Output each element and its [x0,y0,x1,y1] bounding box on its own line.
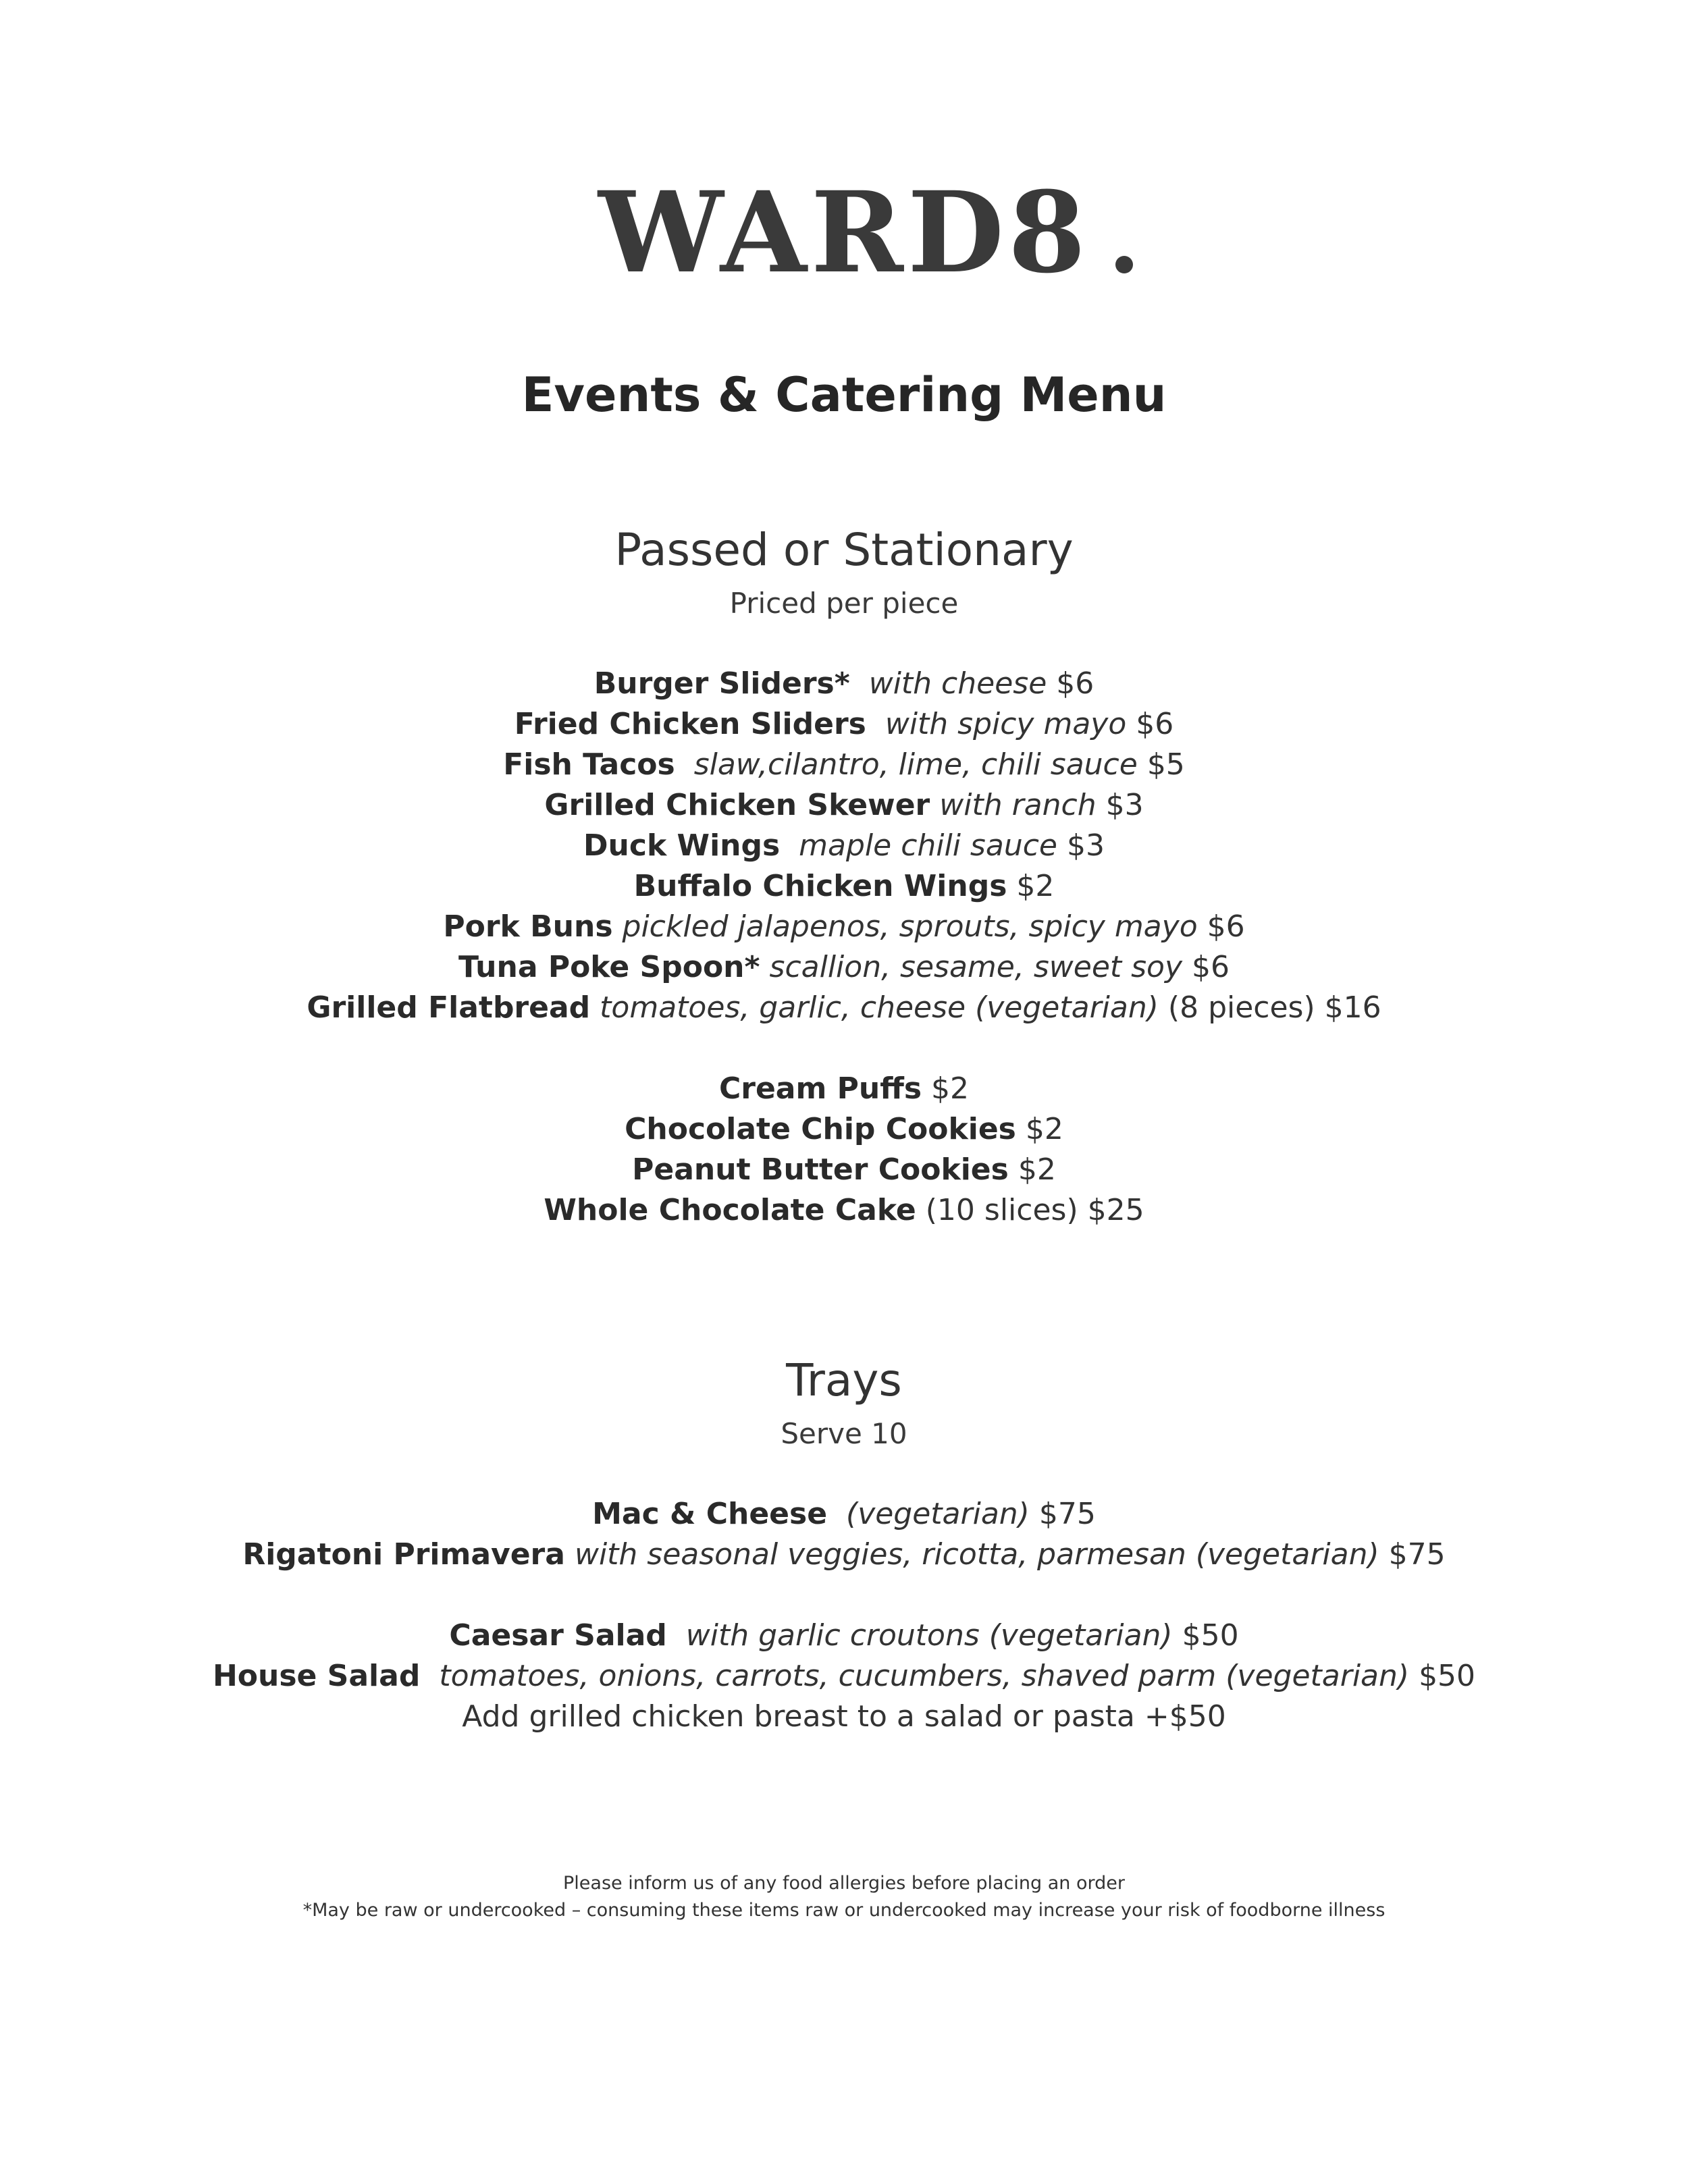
item-price: $5 [1146,747,1185,782]
menu-item [0,745,1688,785]
ward8-logo [0,177,1688,292]
item-price: $6 [1207,909,1245,944]
item-name: Rigatoni Primavera [242,1537,565,1572]
raw-food-disclaimer: *May be raw or undercooked – consuming these items raw or undercooked may increase your risk of foodborne illness [302,1900,1386,1921]
allergy-note: Please inform us of any food allergies before placing an order [563,1873,1125,1894]
item-price: $2 [931,1071,970,1106]
item-desc: with spicy mayo [885,707,1127,741]
item-desc: with seasonal veggies, ricotta, parmesan (vegetarian) [574,1537,1379,1572]
menu-item [0,785,1688,826]
menu-item [0,947,1688,988]
item-name: Pork Buns [443,909,613,944]
item-name: House Salad [212,1659,421,1693]
menu-item [0,664,1688,704]
menu-item [0,1535,1688,1575]
item-desc: pickled jalapenos, sprouts, spicy mayo [622,909,1198,944]
svg-text:WARD8: WARD8 [598,177,1090,292]
dessert-item [0,1109,1688,1150]
menu-item [0,907,1688,947]
menu-item [0,826,1688,866]
item-price: (10 slices) $25 [925,1193,1144,1227]
menu-item [0,988,1688,1028]
item-name: Tuna Poke Spoon* [458,950,760,984]
page-title: Events & Catering Menu [521,367,1167,423]
menu-item [0,866,1688,907]
item-desc: scallion, sesame, sweet soy [769,950,1183,984]
menu-item [0,1494,1688,1535]
item-price: $6 [1136,707,1174,741]
addon-note: Add grilled chicken breast to a salad or pasta +$50 [462,1699,1226,1734]
item-name: Buffalo Chicken Wings [633,869,1007,903]
item-price: $50 [1419,1659,1476,1693]
logo-artwork [513,177,1175,292]
item-desc: tomatoes, onions, carrots, cucumbers, shaved parm (vegetarian) [439,1659,1410,1693]
item-price: $2 [1018,1152,1056,1187]
item-desc: with ranch [939,788,1097,822]
section-subheading-passed: Priced per piece [729,587,959,620]
item-price: $75 [1038,1497,1096,1531]
menu-item [0,1656,1688,1697]
item-name: Caesar Salad [449,1618,667,1653]
item-name: Chocolate Chip Cookies [625,1112,1016,1146]
item-price: $50 [1182,1618,1239,1653]
item-desc: (vegetarian) [846,1497,1030,1531]
dessert-item [0,1190,1688,1231]
item-name: Fried Chicken Sliders [514,707,866,741]
item-price: $3 [1066,828,1105,863]
item-price: (8 pieces) $16 [1167,990,1381,1025]
item-price: $6 [1192,950,1230,984]
item-name: Duck Wings [583,828,781,863]
item-price: $6 [1056,666,1094,701]
item-desc: slaw,cilantro, lime, chili sauce [693,747,1138,782]
section-subheading-trays: Serve 10 [781,1417,907,1450]
item-name: Peanut Butter Cookies [632,1152,1009,1187]
item-price: $2 [1025,1112,1063,1146]
item-name: Fish Tacos [503,747,675,782]
item-price: $2 [1016,869,1055,903]
item-name: Whole Chocolate Cake [544,1193,916,1227]
section-heading-trays: Trays [786,1354,902,1406]
item-name: Burger Sliders* [594,666,850,701]
item-price: $75 [1388,1537,1446,1572]
item-desc: with garlic croutons (vegetarian) [685,1618,1173,1653]
menu-item [0,704,1688,745]
item-desc: tomatoes, garlic, cheese (vegetarian) [600,990,1159,1025]
item-name: Mac & Cheese [592,1497,828,1531]
item-price: $3 [1105,788,1144,822]
item-name: Grilled Chicken Skewer [544,788,930,822]
item-desc: maple chili sauce [799,828,1057,863]
item-name: Grilled Flatbread [307,990,591,1025]
item-desc: with cheese [868,666,1047,701]
item-name: Cream Puffs [718,1071,922,1106]
dessert-item [0,1069,1688,1109]
dessert-item [0,1150,1688,1190]
menu-item [0,1616,1688,1656]
section-heading-passed: Passed or Stationary [614,524,1074,576]
